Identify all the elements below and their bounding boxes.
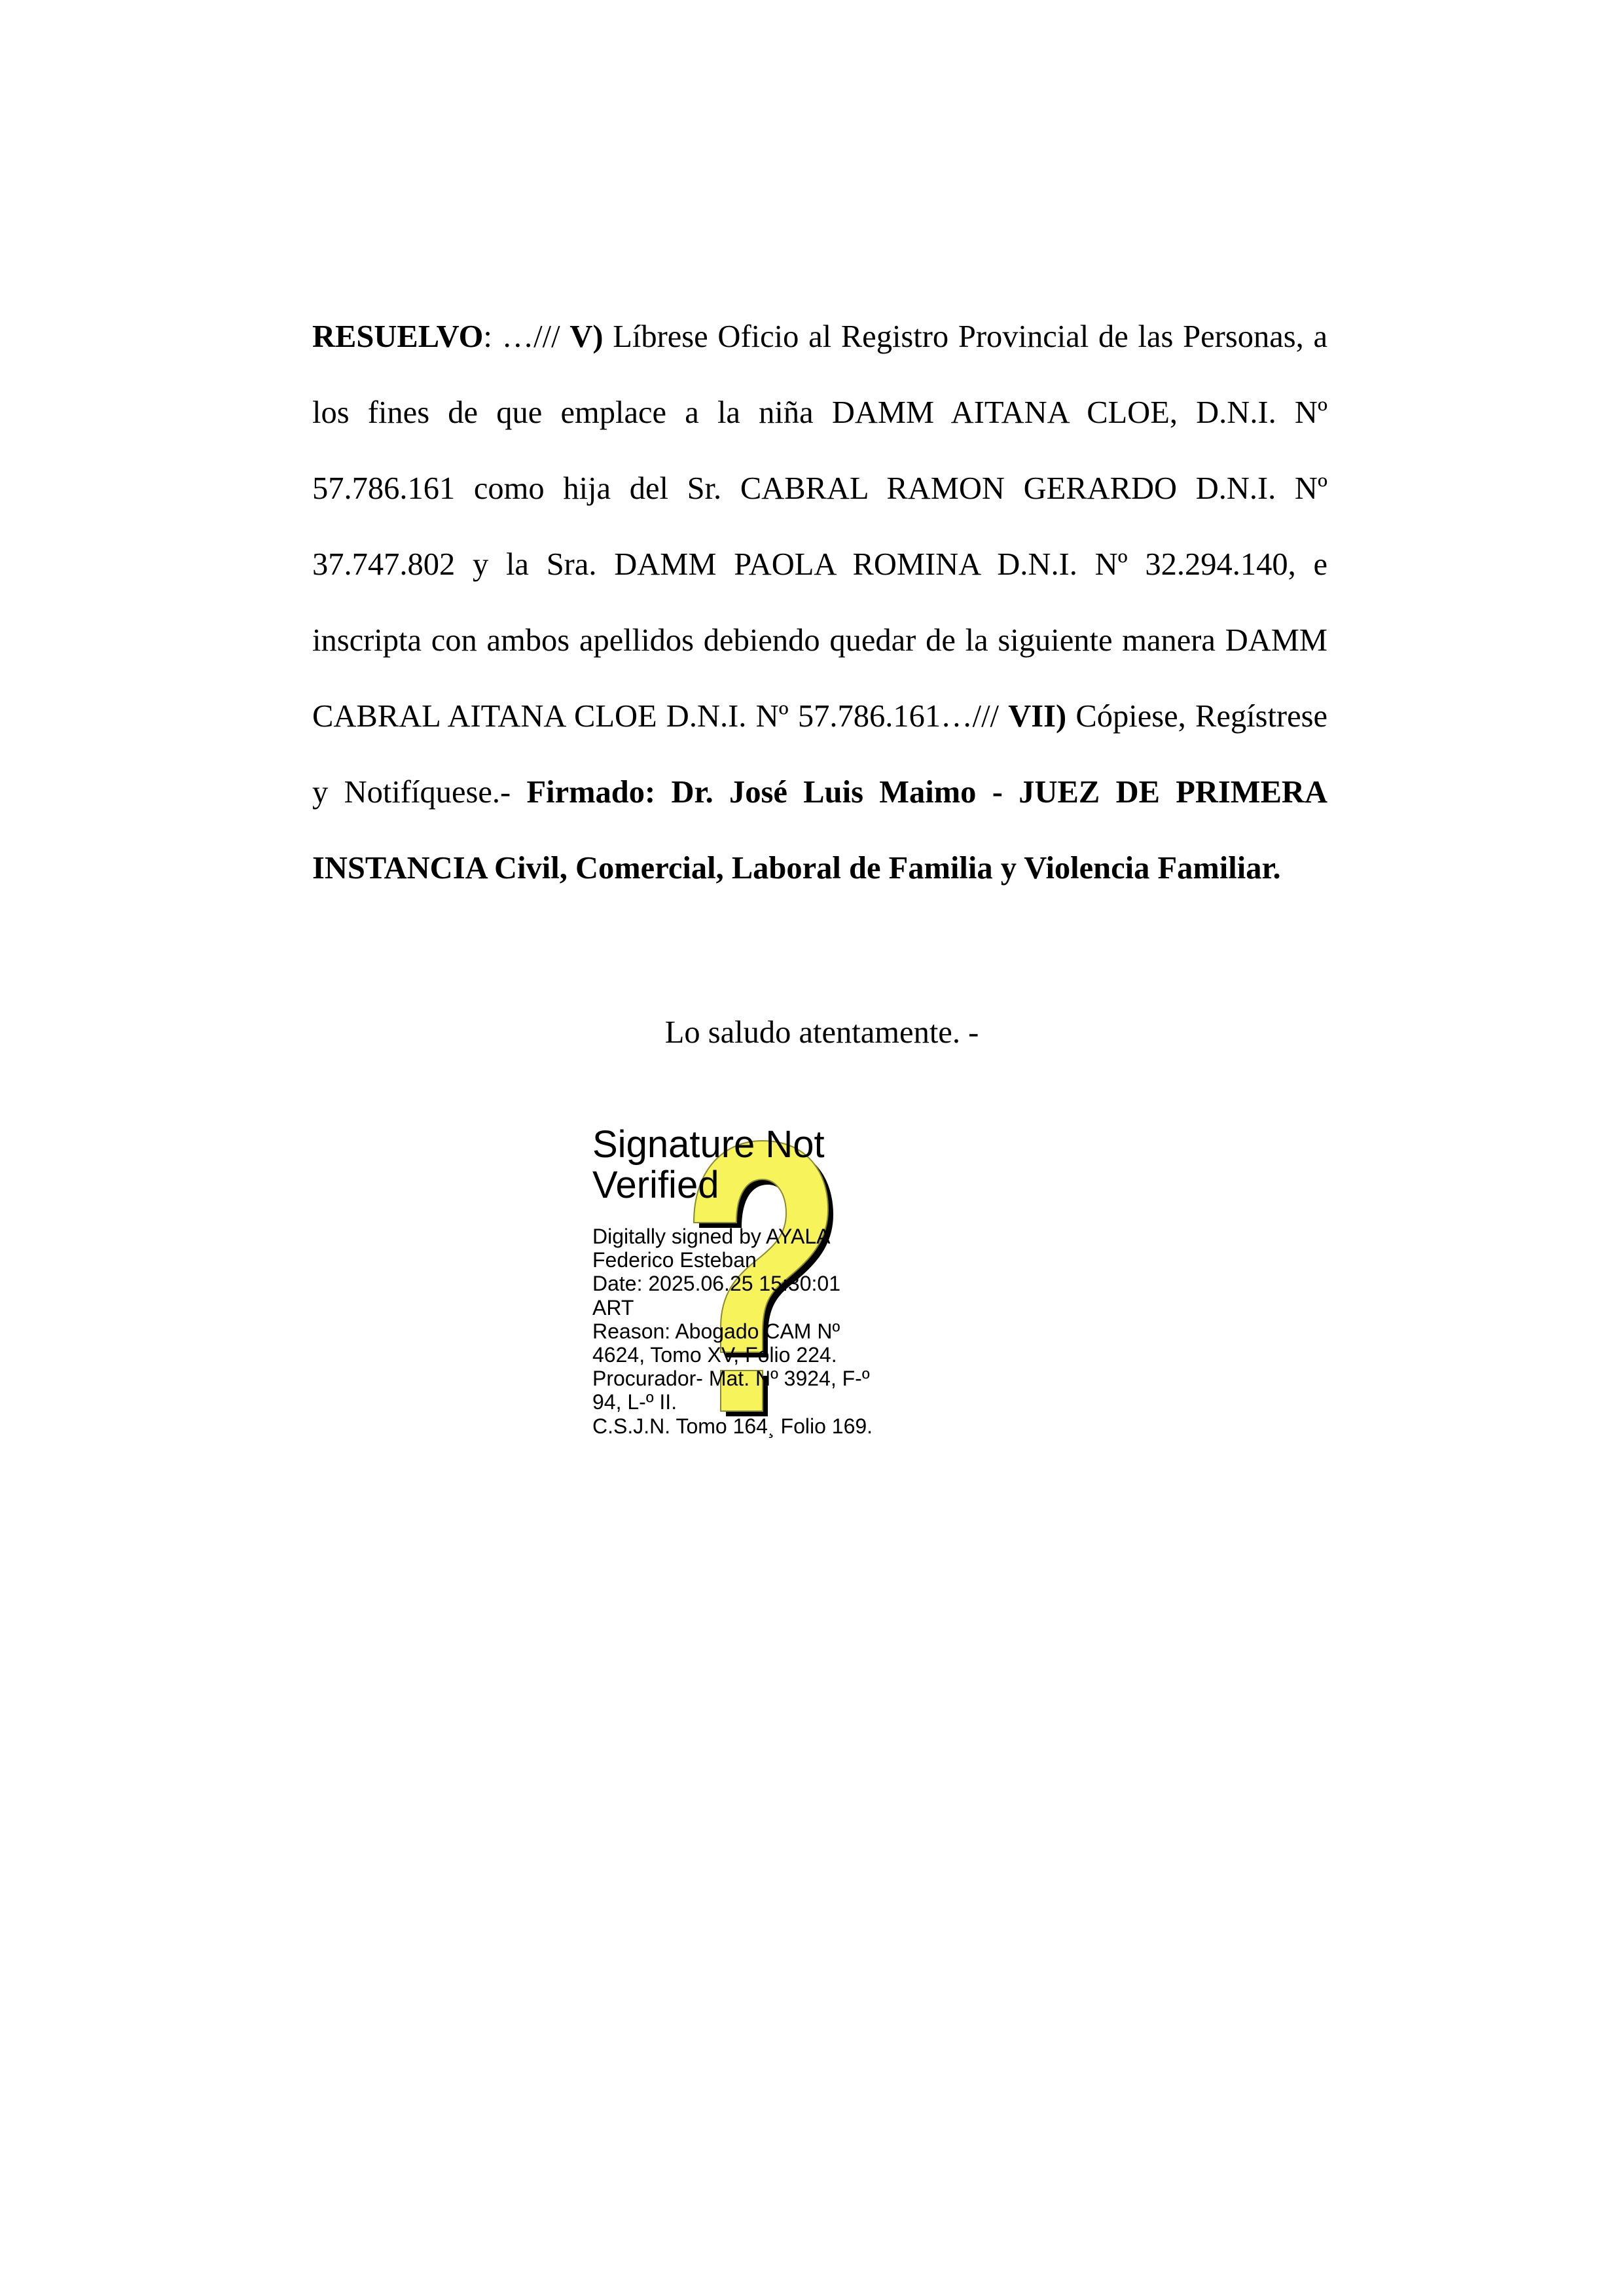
resolution-paragraph bbox=[312, 299, 1327, 906]
signature-status-line1: Signature Not bbox=[592, 1123, 825, 1166]
signature-detail-line: Digitally signed by AYALA bbox=[592, 1225, 831, 1248]
digital-signature-block bbox=[592, 1124, 959, 1458]
signature-detail-line: 94, L-º II. bbox=[592, 1390, 677, 1414]
judge-signature-line: Firmado: Dr. José Luis Maimo - JUEZ DE PRIMERA INSTANCIA Civil, Comercial, Laboral de Familia y Violencia Familiar. bbox=[312, 775, 1327, 886]
signature-detail-line: C.S.J.N. Tomo 164¸ Folio 169. bbox=[592, 1414, 873, 1438]
signature-detail-line: 4624, Tomo XV, Folio 224. bbox=[592, 1343, 837, 1367]
signature-detail-line: Reason: Abogado CAM Nº bbox=[592, 1319, 840, 1343]
resuelvo-label: RESUELVO bbox=[312, 319, 484, 354]
closing-salutation: Lo saludo atentamente. - bbox=[664, 1015, 979, 1050]
signature-detail-line: Procurador- Mat. Nº 3924, F-º bbox=[592, 1367, 870, 1391]
item-v-label: V) bbox=[569, 319, 604, 354]
item-vii-label: VII) bbox=[1008, 699, 1067, 734]
signature-detail-line: ART bbox=[592, 1295, 634, 1319]
item-vii-text: Cópiese, Regístrese y Notifíquese.- bbox=[312, 699, 1328, 810]
signature-status-line2: Verified bbox=[592, 1164, 719, 1206]
item-v-text: Líbrese Oficio al Registro Provincial de las Personas, a los fines de que emplace a la niña DAMM AITANA CLOE, D.N.I. Nº 57.786.161 como hija del Sr. CABRAL RAMON GERARDO D.N.I. Nº 37.747.802 y la Sra. DAMM PAOLA ROMINA D.N.I. Nº 32.294.140, e inscripta con ambos apellidos debiendo quedar de la siguiente manera DAMM CABRAL AITANA CLOE D.N.I. Nº 57.786.161…/// bbox=[312, 319, 1328, 734]
resuelvo-continuation: : …/// bbox=[483, 319, 570, 354]
signature-status-title bbox=[592, 1124, 825, 1206]
signature-detail-line: Date: 2025.06.25 15:30:01 bbox=[592, 1272, 840, 1296]
signature-details bbox=[592, 1225, 873, 1438]
signature-detail-line: Federico Esteban bbox=[592, 1248, 757, 1272]
